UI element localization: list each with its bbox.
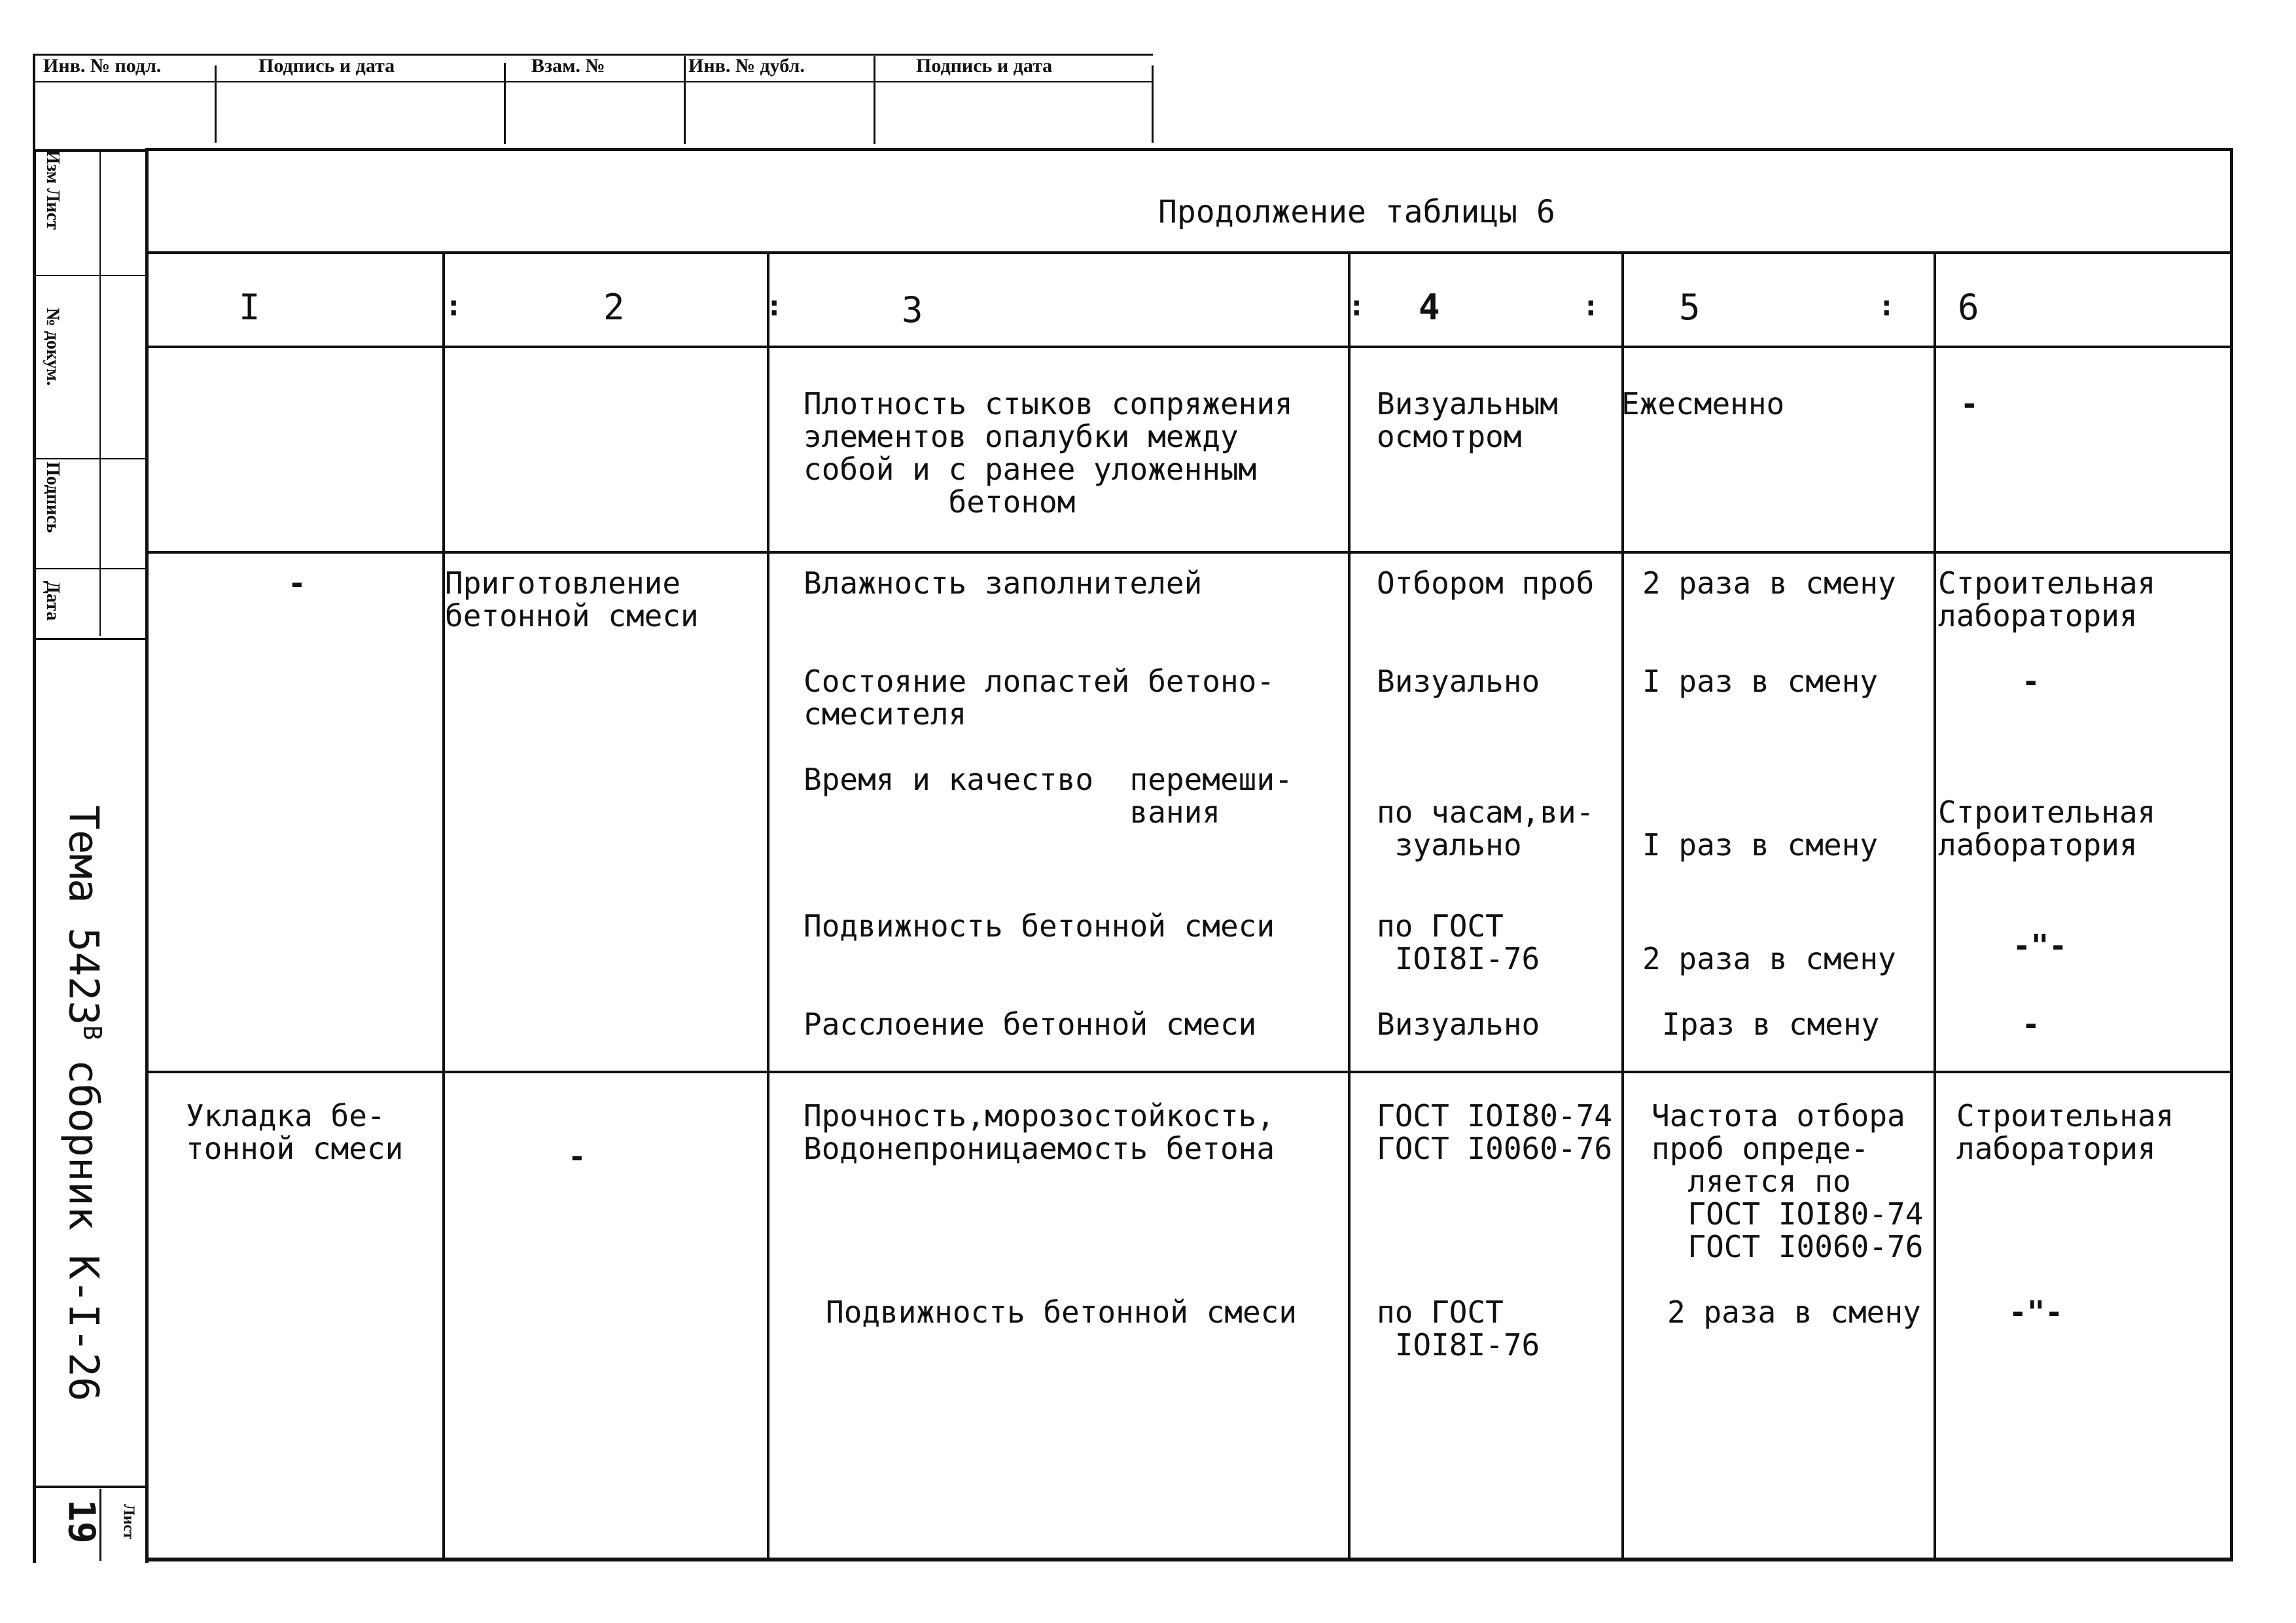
side-data: Дата	[43, 580, 63, 621]
row3-stage: Укладка бе- тонной смеси	[186, 1098, 404, 1166]
row2-frequency: I раз в смену	[1642, 827, 1879, 863]
row1-parameter: Плотность стыков сопряжения элементов опалубки между собой и с ранее уложенным бетоном	[804, 386, 1293, 520]
stamp-podpis-data-1: Подпись и дата	[258, 55, 395, 77]
side-izm-list: Изм Лист	[43, 150, 63, 230]
stamp-vzam: Взам. №	[531, 55, 605, 77]
header-col-1: I	[239, 287, 260, 328]
row1-method: Визуальным осмотром	[1377, 386, 1558, 454]
row2-process: Приготовление бетонной смеси	[445, 565, 699, 633]
table-title: Продолжение таблицы 6	[1158, 194, 1555, 230]
row3-frequency: 2 раза в смену	[1667, 1294, 1921, 1330]
row3-parameter: Прочность,морозостойкость, Водонепроницаемость бетона	[804, 1098, 1275, 1166]
row2-frequency: 2 раза в смену	[1642, 565, 1896, 601]
row2-method: Визуально	[1377, 664, 1540, 699]
row2-executor: Строительная лаборатория	[1938, 794, 2156, 863]
row1-executor: -	[1960, 386, 1979, 421]
page-number: 19	[60, 1499, 103, 1544]
row2-stage: -	[288, 565, 306, 601]
stamp-inv-podl: Инв. № подл.	[43, 55, 162, 77]
side-sbornik: сборник К-I-26	[60, 1059, 108, 1402]
side-tema: Тема $5423^В$	[60, 805, 108, 1041]
row2-parameter: Состояние лопастей бетоно- смесителя	[804, 664, 1275, 732]
row2-executor: -	[2022, 1007, 2040, 1042]
row3-executor: -"-	[2009, 1294, 2064, 1330]
row3-method: по ГОСТ IOI8I-76	[1377, 1294, 1540, 1363]
row2-method: Визуально	[1377, 1007, 1540, 1042]
row2-frequency: 2 раза в смену	[1642, 941, 1896, 976]
row3-executor: Строительная лаборатория	[1956, 1098, 2174, 1166]
side-list-label: Лист	[120, 1503, 137, 1540]
row2-parameter: Расслоение бетонной смеси	[804, 1007, 1257, 1042]
stamp-podpis-data-2: Подпись и дата	[916, 55, 1053, 77]
row3-process: -	[568, 1139, 586, 1174]
row2-frequency: Iраз в смену	[1662, 1007, 1880, 1042]
row2-parameter: Подвижность бетонной смеси	[804, 908, 1275, 944]
header-col-2: 2	[603, 287, 625, 328]
row2-executor: Строительная лаборатория	[1938, 565, 2156, 633]
side-podpis: Подпись	[43, 461, 63, 533]
row3-method: ГОСТ IOI80-74 ГОСТ I0060-76	[1377, 1098, 1613, 1166]
row1-frequency: Ежесменно	[1621, 386, 1785, 421]
row2-executor: -	[2022, 664, 2040, 699]
stamp-inv-dubl: Инв. № дубл.	[688, 55, 805, 77]
row3-parameter: Подвижность бетонной смеси	[826, 1294, 1298, 1330]
row2-method: по часам,ви- зуально	[1377, 794, 1595, 863]
row2-frequency: I раз в смену	[1642, 664, 1879, 699]
row2-parameter: Время и качество перемеши- вания	[804, 762, 1293, 830]
side-ndoc: № докум.	[43, 308, 63, 386]
header-col-6: 6	[1958, 287, 1979, 328]
row2-method: Отбором проб	[1377, 565, 1595, 601]
row2-executor: -"-	[2013, 928, 2068, 963]
header-col-3: 3	[902, 289, 923, 330]
header-col-4: 4	[1419, 287, 1440, 328]
header-col-5: 5	[1679, 287, 1701, 328]
row3-frequency: Частота отбора проб опреде- ляется по ГОСТ IOI80-74 ГОСТ I0060-76	[1651, 1098, 1924, 1264]
row2-parameter: Влажность заполнителей	[804, 565, 1203, 601]
row2-method: по ГОСТ IOI8I-76	[1377, 908, 1540, 976]
